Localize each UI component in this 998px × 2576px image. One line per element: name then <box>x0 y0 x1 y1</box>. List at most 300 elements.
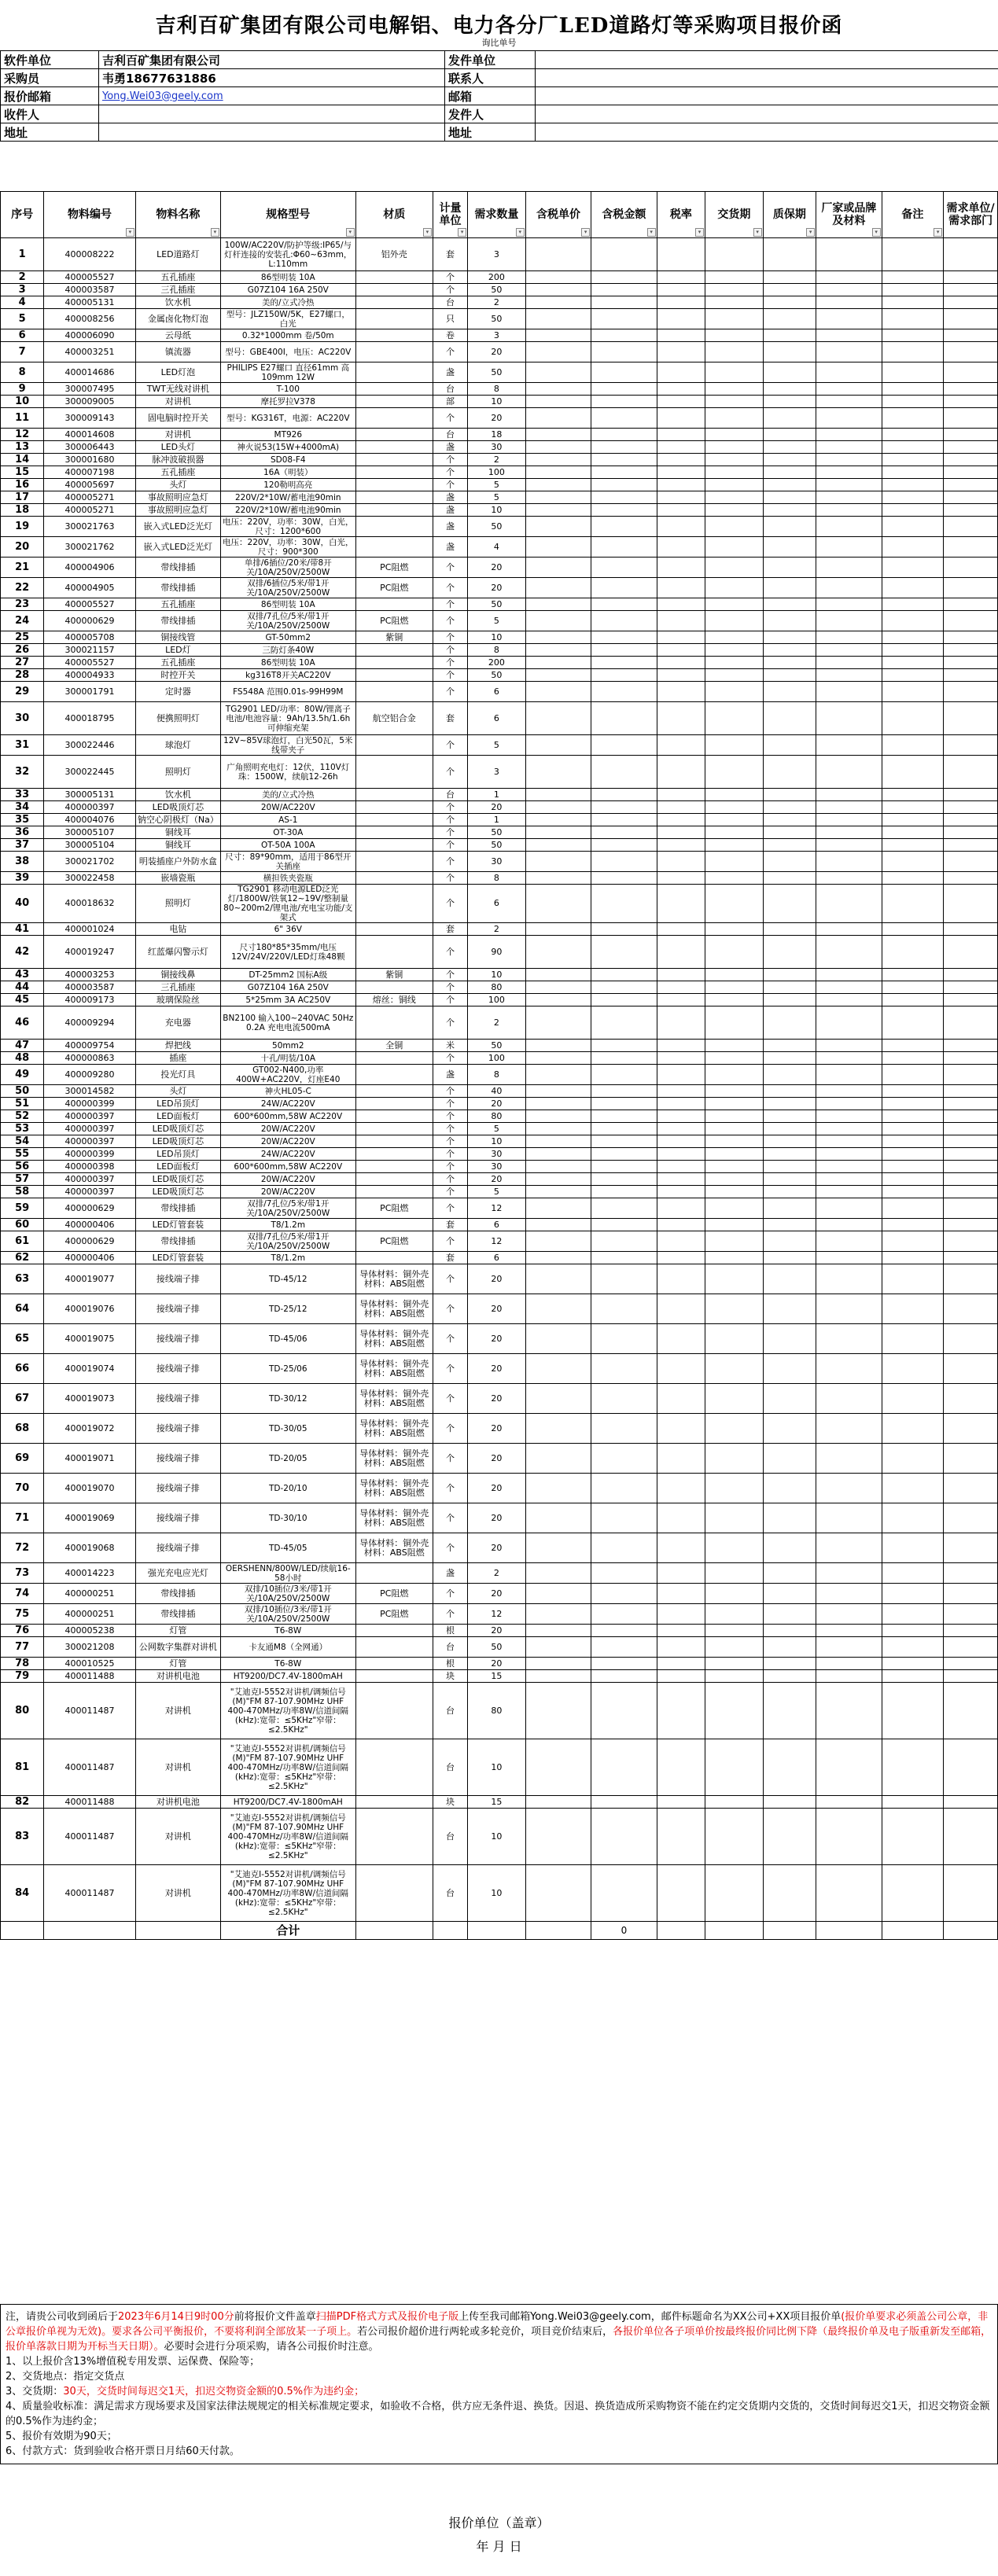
cell-input[interactable] <box>882 735 944 756</box>
filter-dropdown-icon[interactable]: ▾ <box>753 228 762 237</box>
cell-input[interactable] <box>705 1533 764 1563</box>
cell-input[interactable] <box>705 1294 764 1324</box>
cell-input[interactable] <box>944 1683 998 1739</box>
cell-input[interactable] <box>816 1474 882 1503</box>
cell-input[interactable] <box>944 1324 998 1354</box>
cell-input[interactable] <box>591 1809 657 1865</box>
cell-input[interactable] <box>705 466 764 479</box>
cell-input[interactable] <box>705 923 764 936</box>
cell-input[interactable] <box>705 309 764 329</box>
cell-input[interactable] <box>816 981 882 994</box>
cell-input[interactable] <box>882 872 944 885</box>
cell-input[interactable] <box>944 1625 998 1637</box>
cell-input[interactable] <box>705 1252 764 1264</box>
cell-input[interactable] <box>816 1384 882 1414</box>
cell-input[interactable] <box>944 789 998 801</box>
cell-input[interactable] <box>525 1231 591 1252</box>
cell-input[interactable] <box>657 936 705 969</box>
cell-input[interactable] <box>944 1865 998 1922</box>
cell-input[interactable] <box>657 839 705 852</box>
cell-input[interactable] <box>705 578 764 598</box>
cell-input[interactable] <box>944 1198 998 1219</box>
cell-input[interactable] <box>657 994 705 1006</box>
cell-input[interactable] <box>657 702 705 735</box>
cell-input[interactable] <box>944 1563 998 1584</box>
cell-input[interactable] <box>763 1198 816 1219</box>
cell-input[interactable] <box>763 408 816 429</box>
cell-input[interactable] <box>882 1739 944 1796</box>
column-header[interactable] <box>220 192 355 238</box>
cell-input[interactable] <box>591 284 657 296</box>
cell-input[interactable] <box>816 1584 882 1604</box>
cell-input[interactable] <box>763 1264 816 1294</box>
cell-input[interactable] <box>882 1474 944 1503</box>
cell-input[interactable] <box>816 309 882 329</box>
cell-input[interactable] <box>944 537 998 558</box>
cell-input[interactable] <box>944 1173 998 1186</box>
cell-input[interactable] <box>525 1294 591 1324</box>
cell-input[interactable] <box>763 271 816 284</box>
cell-input[interactable] <box>525 839 591 852</box>
cell-input[interactable] <box>882 296 944 309</box>
cell-input[interactable] <box>705 1186 764 1198</box>
cell-input[interactable] <box>882 271 944 284</box>
cell-input[interactable] <box>591 669 657 682</box>
cell-input[interactable] <box>882 309 944 329</box>
cell-input[interactable] <box>591 1865 657 1922</box>
cell-input[interactable] <box>705 396 764 408</box>
cell-input[interactable] <box>657 1252 705 1264</box>
filter-dropdown-icon[interactable]: ▾ <box>516 228 525 237</box>
cell-input[interactable] <box>591 1533 657 1563</box>
cell-input[interactable] <box>705 1123 764 1135</box>
cell-input[interactable] <box>816 1683 882 1739</box>
cell-input[interactable] <box>944 1584 998 1604</box>
cell-input[interactable] <box>882 826 944 839</box>
cell-input[interactable] <box>944 1503 998 1533</box>
cell-input[interactable] <box>816 1865 882 1922</box>
cell-input[interactable] <box>657 408 705 429</box>
cell-input[interactable] <box>705 1796 764 1809</box>
cell-input[interactable] <box>944 342 998 362</box>
cell-input[interactable] <box>816 1739 882 1796</box>
cell-input[interactable] <box>591 1123 657 1135</box>
cell-input[interactable] <box>591 429 657 441</box>
cell-input[interactable] <box>705 362 764 383</box>
cell-input[interactable] <box>944 1098 998 1110</box>
cell-input[interactable] <box>525 238 591 271</box>
cell-input[interactable] <box>816 1161 882 1173</box>
cell-input[interactable] <box>525 981 591 994</box>
cell-input[interactable] <box>525 1264 591 1294</box>
cell-input[interactable] <box>657 238 705 271</box>
cell-input[interactable] <box>525 969 591 981</box>
cell-input[interactable] <box>525 1198 591 1219</box>
cell-input[interactable] <box>591 441 657 454</box>
cell-input[interactable] <box>882 1219 944 1231</box>
cell-input[interactable] <box>657 801 705 814</box>
cell-input[interactable] <box>657 466 705 479</box>
cell-input[interactable] <box>763 852 816 872</box>
cell-input[interactable] <box>816 466 882 479</box>
cell-input[interactable] <box>763 1739 816 1796</box>
cell-input[interactable] <box>763 814 816 826</box>
cell-input[interactable] <box>705 1444 764 1474</box>
cell-input[interactable] <box>944 454 998 466</box>
cell-input[interactable] <box>591 1252 657 1264</box>
cell-input[interactable] <box>591 1161 657 1173</box>
cell-input[interactable] <box>816 383 882 396</box>
cell-input[interactable] <box>657 1865 705 1922</box>
cell-input[interactable] <box>525 504 591 517</box>
cell-input[interactable] <box>657 1414 705 1444</box>
cell-input[interactable] <box>763 1148 816 1161</box>
cell-input[interactable] <box>944 1110 998 1123</box>
cell-input[interactable] <box>525 1085 591 1098</box>
cell-input[interactable] <box>763 669 816 682</box>
cell-input[interactable] <box>816 1219 882 1231</box>
cell-input[interactable] <box>591 981 657 994</box>
cell-input[interactable] <box>882 814 944 826</box>
cell-input[interactable] <box>657 1065 705 1085</box>
cell-input[interactable] <box>525 994 591 1006</box>
cell-input[interactable] <box>591 1563 657 1584</box>
cell-input[interactable] <box>882 383 944 396</box>
cell-input[interactable] <box>944 429 998 441</box>
cell-input[interactable] <box>591 923 657 936</box>
cell-input[interactable] <box>816 969 882 981</box>
cell-input[interactable] <box>525 1533 591 1563</box>
cell-input[interactable] <box>882 504 944 517</box>
email-link[interactable]: Yong.Wei03@geely.com <box>99 87 445 105</box>
cell-input[interactable] <box>525 669 591 682</box>
cell-input[interactable] <box>763 1294 816 1324</box>
cell-input[interactable] <box>525 466 591 479</box>
cell-input[interactable] <box>525 756 591 789</box>
cell-input[interactable] <box>882 1135 944 1148</box>
cell-input[interactable] <box>705 1040 764 1052</box>
cell-input[interactable] <box>525 852 591 872</box>
filter-dropdown-icon[interactable]: ▾ <box>423 228 432 237</box>
cell-input[interactable] <box>944 631 998 644</box>
sender-input[interactable] <box>536 105 998 123</box>
cell-input[interactable] <box>816 1354 882 1384</box>
cell-input[interactable] <box>882 1186 944 1198</box>
cell-input[interactable] <box>763 1065 816 1085</box>
cell-input[interactable] <box>657 1354 705 1384</box>
cell-input[interactable] <box>705 1384 764 1414</box>
cell-input[interactable] <box>944 1809 998 1865</box>
cell-input[interactable] <box>705 504 764 517</box>
cell-input[interactable] <box>944 644 998 657</box>
cell-input[interactable] <box>705 441 764 454</box>
filter-dropdown-icon[interactable]: ▾ <box>647 228 656 237</box>
cell-input[interactable] <box>944 1186 998 1198</box>
cell-input[interactable] <box>525 1414 591 1444</box>
cell-input[interactable] <box>816 885 882 923</box>
contact-input[interactable] <box>536 69 998 87</box>
cell-input[interactable] <box>591 839 657 852</box>
cell-input[interactable] <box>591 1503 657 1533</box>
cell-input[interactable] <box>763 383 816 396</box>
cell-input[interactable] <box>763 1563 816 1584</box>
cell-input[interactable] <box>591 1040 657 1052</box>
cell-input[interactable] <box>763 1533 816 1563</box>
cell-input[interactable] <box>944 517 998 537</box>
cell-input[interactable] <box>657 1085 705 1098</box>
cell-input[interactable] <box>705 1148 764 1161</box>
column-header[interactable] <box>1 192 44 238</box>
cell-input[interactable] <box>763 362 816 383</box>
cell-input[interactable] <box>763 296 816 309</box>
cell-input[interactable] <box>816 1670 882 1683</box>
cell-input[interactable] <box>944 1444 998 1474</box>
cell-input[interactable] <box>525 362 591 383</box>
cell-input[interactable] <box>657 682 705 702</box>
cell-input[interactable] <box>657 517 705 537</box>
cell-input[interactable] <box>816 923 882 936</box>
cell-input[interactable] <box>705 657 764 669</box>
cell-input[interactable] <box>591 1186 657 1198</box>
cell-input[interactable] <box>763 1098 816 1110</box>
cell-input[interactable] <box>763 682 816 702</box>
cell-input[interactable] <box>882 491 944 504</box>
cell-input[interactable] <box>591 558 657 578</box>
cell-input[interactable] <box>705 702 764 735</box>
cell-input[interactable] <box>882 1065 944 1085</box>
cell-input[interactable] <box>944 1231 998 1252</box>
cell-input[interactable] <box>763 578 816 598</box>
cell-input[interactable] <box>763 329 816 342</box>
filter-dropdown-icon[interactable]: ▾ <box>581 228 590 237</box>
cell-input[interactable] <box>882 1040 944 1052</box>
cell-input[interactable] <box>657 1796 705 1809</box>
cell-input[interactable] <box>816 657 882 669</box>
column-header[interactable] <box>944 192 998 238</box>
cell-input[interactable] <box>657 923 705 936</box>
cell-input[interactable] <box>763 517 816 537</box>
cell-input[interactable] <box>657 1264 705 1294</box>
cell-input[interactable] <box>525 702 591 735</box>
cell-input[interactable] <box>705 1219 764 1231</box>
cell-input[interactable] <box>657 396 705 408</box>
cell-input[interactable] <box>882 1683 944 1739</box>
cell-input[interactable] <box>525 789 591 801</box>
cell-input[interactable] <box>816 814 882 826</box>
cell-input[interactable] <box>882 981 944 994</box>
cell-input[interactable] <box>591 1173 657 1186</box>
cell-input[interactable] <box>816 1444 882 1474</box>
cell-input[interactable] <box>591 631 657 644</box>
cell-input[interactable] <box>657 1173 705 1186</box>
cell-input[interactable] <box>525 296 591 309</box>
cell-input[interactable] <box>525 1796 591 1809</box>
cell-input[interactable] <box>525 631 591 644</box>
cell-input[interactable] <box>591 644 657 657</box>
cell-input[interactable] <box>657 1231 705 1252</box>
cell-input[interactable] <box>763 1173 816 1186</box>
cell-input[interactable] <box>591 969 657 981</box>
cell-input[interactable] <box>591 1354 657 1384</box>
cell-input[interactable] <box>657 1110 705 1123</box>
cell-input[interactable] <box>705 598 764 611</box>
cell-input[interactable] <box>816 1148 882 1161</box>
cell-input[interactable] <box>763 342 816 362</box>
cell-input[interactable] <box>591 1670 657 1683</box>
column-header[interactable] <box>135 192 220 238</box>
cell-input[interactable] <box>816 1006 882 1040</box>
cell-input[interactable] <box>591 1384 657 1414</box>
cell-input[interactable] <box>657 1658 705 1670</box>
cell-input[interactable] <box>591 1444 657 1474</box>
cell-input[interactable] <box>882 537 944 558</box>
cell-input[interactable] <box>657 814 705 826</box>
cell-input[interactable] <box>882 1294 944 1324</box>
cell-input[interactable] <box>591 1148 657 1161</box>
cell-input[interactable] <box>591 702 657 735</box>
cell-input[interactable] <box>816 1809 882 1865</box>
cell-input[interactable] <box>525 1625 591 1637</box>
cell-input[interactable] <box>816 1533 882 1563</box>
cell-input[interactable] <box>882 1809 944 1865</box>
cell-input[interactable] <box>591 885 657 923</box>
cell-input[interactable] <box>882 466 944 479</box>
cell-input[interactable] <box>591 271 657 284</box>
cell-input[interactable] <box>591 682 657 702</box>
cell-input[interactable] <box>882 454 944 466</box>
cell-input[interactable] <box>944 1264 998 1294</box>
cell-input[interactable] <box>525 578 591 598</box>
cell-input[interactable] <box>763 1670 816 1683</box>
cell-input[interactable] <box>816 578 882 598</box>
cell-input[interactable] <box>657 558 705 578</box>
cell-input[interactable] <box>591 1604 657 1625</box>
cell-input[interactable] <box>591 1683 657 1739</box>
cell-input[interactable] <box>657 644 705 657</box>
cell-input[interactable] <box>525 801 591 814</box>
cell-input[interactable] <box>882 1098 944 1110</box>
cell-input[interactable] <box>816 756 882 789</box>
cell-input[interactable] <box>525 1503 591 1533</box>
cell-input[interactable] <box>763 839 816 852</box>
cell-input[interactable] <box>816 1231 882 1252</box>
cell-input[interactable] <box>816 1098 882 1110</box>
cell-input[interactable] <box>525 329 591 342</box>
cell-input[interactable] <box>657 504 705 517</box>
cell-input[interactable] <box>705 1161 764 1173</box>
cell-input[interactable] <box>816 826 882 839</box>
cell-input[interactable] <box>763 598 816 611</box>
cell-input[interactable] <box>816 479 882 491</box>
cell-input[interactable] <box>763 309 816 329</box>
cell-input[interactable] <box>525 1098 591 1110</box>
cell-input[interactable] <box>882 1198 944 1219</box>
cell-input[interactable] <box>944 1670 998 1683</box>
cell-input[interactable] <box>944 682 998 702</box>
cell-input[interactable] <box>882 284 944 296</box>
cell-input[interactable] <box>944 1148 998 1161</box>
cell-input[interactable] <box>525 1604 591 1625</box>
cell-input[interactable] <box>657 789 705 801</box>
cell-input[interactable] <box>591 611 657 631</box>
cell-input[interactable] <box>525 1161 591 1173</box>
cell-input[interactable] <box>525 826 591 839</box>
cell-input[interactable] <box>657 1637 705 1658</box>
cell-input[interactable] <box>763 1324 816 1354</box>
cell-input[interactable] <box>525 735 591 756</box>
cell-input[interactable] <box>657 981 705 994</box>
cell-input[interactable] <box>705 1173 764 1186</box>
cell-input[interactable] <box>657 429 705 441</box>
cell-input[interactable] <box>944 1796 998 1809</box>
cell-input[interactable] <box>763 1865 816 1922</box>
cell-input[interactable] <box>525 1052 591 1065</box>
cell-input[interactable] <box>816 1658 882 1670</box>
cell-input[interactable] <box>657 329 705 342</box>
cell-input[interactable] <box>657 1683 705 1739</box>
cell-input[interactable] <box>763 611 816 631</box>
cell-input[interactable] <box>763 1252 816 1264</box>
cell-input[interactable] <box>944 1474 998 1503</box>
cell-input[interactable] <box>705 872 764 885</box>
cell-input[interactable] <box>882 756 944 789</box>
cell-input[interactable] <box>882 1123 944 1135</box>
cell-input[interactable] <box>657 1563 705 1584</box>
cell-input[interactable] <box>944 936 998 969</box>
cell-input[interactable] <box>525 1040 591 1052</box>
cell-input[interactable] <box>525 408 591 429</box>
filter-dropdown-icon[interactable]: ▾ <box>126 228 134 237</box>
cell-input[interactable] <box>882 1173 944 1186</box>
cell-input[interactable] <box>705 479 764 491</box>
cell-input[interactable] <box>525 644 591 657</box>
cell-input[interactable] <box>705 537 764 558</box>
cell-input[interactable] <box>657 611 705 631</box>
cell-input[interactable] <box>705 517 764 537</box>
cell-input[interactable] <box>705 981 764 994</box>
cell-input[interactable] <box>705 611 764 631</box>
cell-input[interactable] <box>882 994 944 1006</box>
cell-input[interactable] <box>944 578 998 598</box>
cell-input[interactable] <box>944 479 998 491</box>
cell-input[interactable] <box>882 657 944 669</box>
cell-input[interactable] <box>882 1252 944 1264</box>
cell-input[interactable] <box>882 1384 944 1414</box>
cell-input[interactable] <box>705 1739 764 1796</box>
cell-input[interactable] <box>705 852 764 872</box>
cell-input[interactable] <box>882 517 944 537</box>
cell-input[interactable] <box>816 839 882 852</box>
cell-input[interactable] <box>591 1294 657 1324</box>
column-header[interactable] <box>816 192 882 238</box>
cell-input[interactable] <box>763 1625 816 1637</box>
cell-input[interactable] <box>944 362 998 383</box>
cell-input[interactable] <box>882 1148 944 1161</box>
cell-input[interactable] <box>763 1637 816 1658</box>
cell-input[interactable] <box>705 491 764 504</box>
cell-input[interactable] <box>591 296 657 309</box>
cell-input[interactable] <box>705 454 764 466</box>
cell-input[interactable] <box>944 396 998 408</box>
cell-input[interactable] <box>944 981 998 994</box>
cell-input[interactable] <box>591 362 657 383</box>
cell-input[interactable] <box>657 669 705 682</box>
cell-input[interactable] <box>944 1135 998 1148</box>
cell-input[interactable] <box>591 1625 657 1637</box>
cell-input[interactable] <box>657 1533 705 1563</box>
cell-input[interactable] <box>816 296 882 309</box>
cell-input[interactable] <box>525 1384 591 1414</box>
